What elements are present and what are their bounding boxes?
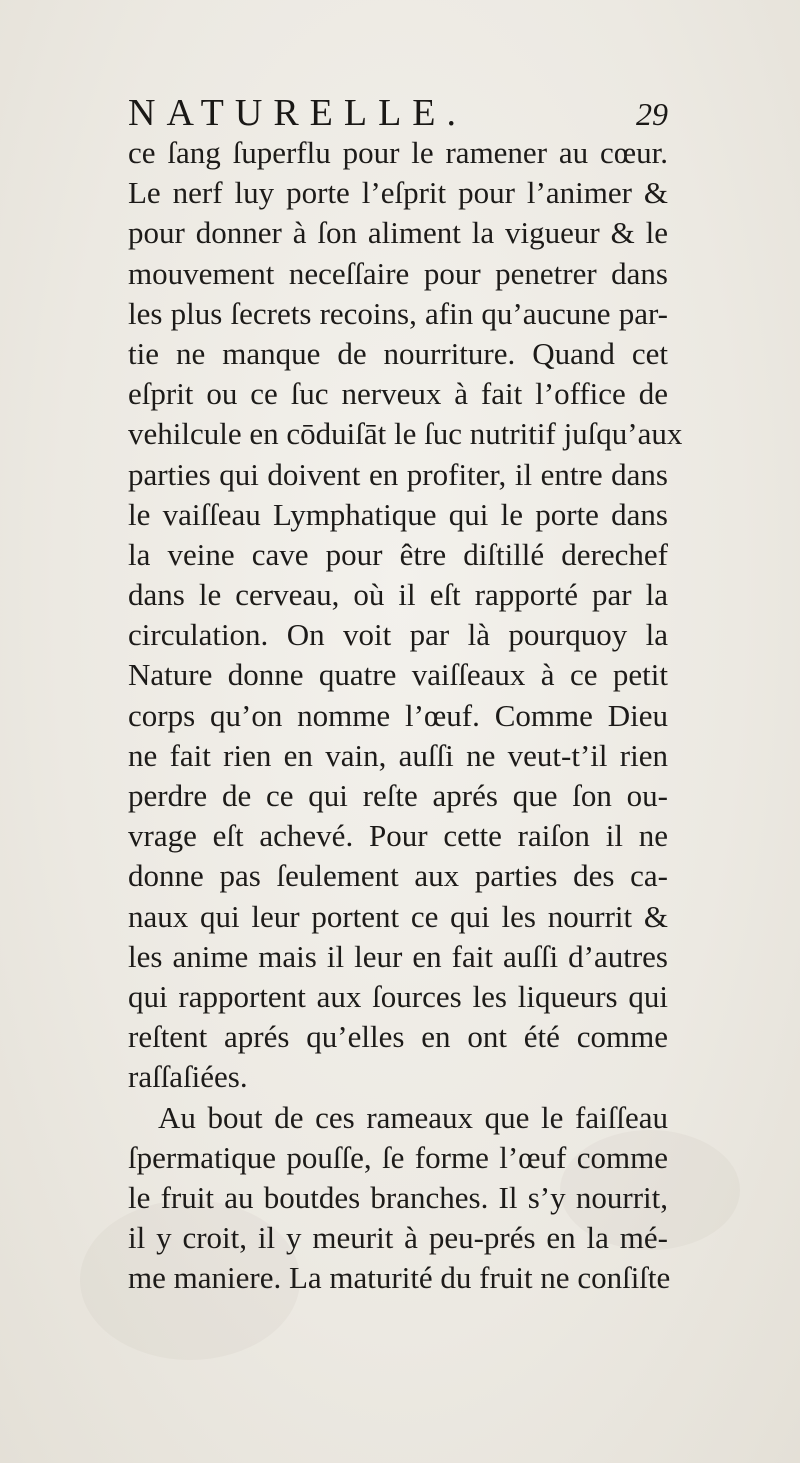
- text-line: le vaiſſeau Lymphatique qui le porte dans: [128, 496, 668, 532]
- body-text: [128, 133, 683, 1298]
- text-line: les plus ſecrets recoins, afin qu’aucune par-: [128, 295, 668, 331]
- text-line: tie ne manque de nourriture. Quand cet: [128, 335, 668, 371]
- text-line: donne pas ſeulement aux parties des ca-: [128, 858, 668, 894]
- text-line: Le nerf luy porte l’eſprit pour l’animer &: [128, 175, 668, 211]
- text-line: qui rapportent aux ſources les liqueurs qui: [128, 978, 668, 1014]
- text-line: perdre de ce qui reſte aprés que ſon ou-: [128, 778, 668, 813]
- text-line: dans le cerveau, où il eſt rapporté par la: [128, 577, 668, 613]
- text-line: raſſaſiées.: [128, 1059, 248, 1095]
- text-line: la veine cave pour être diſtillé derechef: [128, 536, 668, 572]
- text-line: les anime mais il leur en fait auſſi d’autres: [128, 938, 668, 974]
- text-line: circulation. On voit par là pourquoy la: [128, 617, 668, 653]
- text-line: vrage eſt achevé. Pour cette raiſon il ne: [128, 818, 668, 854]
- running-head: NATURELLE.: [128, 92, 468, 134]
- text-line: corps qu’on nomme l’œuf. Comme Dieu: [128, 697, 668, 733]
- text-line: reſtent aprés qu’elles en ont été comme: [128, 1019, 668, 1055]
- text-line: mouvement neceſſaire pour penetrer dans: [128, 255, 668, 291]
- page-header: [128, 90, 668, 136]
- text-line: vehilcule en cōduiſāt le ſuc nutritif juſqu’aux: [128, 416, 683, 452]
- text-line: ne fait rien en vain, auſſi ne veut-t’il rien: [128, 737, 668, 773]
- text-line: naux qui leur portent ce qui les nourrit &: [128, 898, 668, 934]
- text-line: Nature donne quatre vaiſſeaux à ce petit: [128, 657, 668, 693]
- paragraph-first-line: Au bout de ces rameaux que le faiſſeau: [158, 1099, 668, 1135]
- page-number: 29: [636, 96, 668, 132]
- text-line: me maniere. La maturité du fruit ne conſiſte: [128, 1260, 671, 1296]
- text-line: ſpermatique pouſſe, ſe forme l’œuf comme: [128, 1139, 668, 1175]
- text-line: eſprit ou ce ſuc nerveux à fait l’office de: [128, 376, 668, 412]
- text-line: il y croit, il y meurit à peu-prés en la mé-: [128, 1220, 668, 1256]
- text-line: le fruit au boutdes branches. Il s’y nourrit,: [128, 1179, 668, 1215]
- text-line: ce ſang ſuperflu pour le ramener au cœur.: [128, 135, 668, 170]
- text-line: parties qui doivent en profiter, il entre dans: [128, 456, 668, 492]
- text-line: pour donner à ſon aliment la vigueur & le: [128, 215, 668, 251]
